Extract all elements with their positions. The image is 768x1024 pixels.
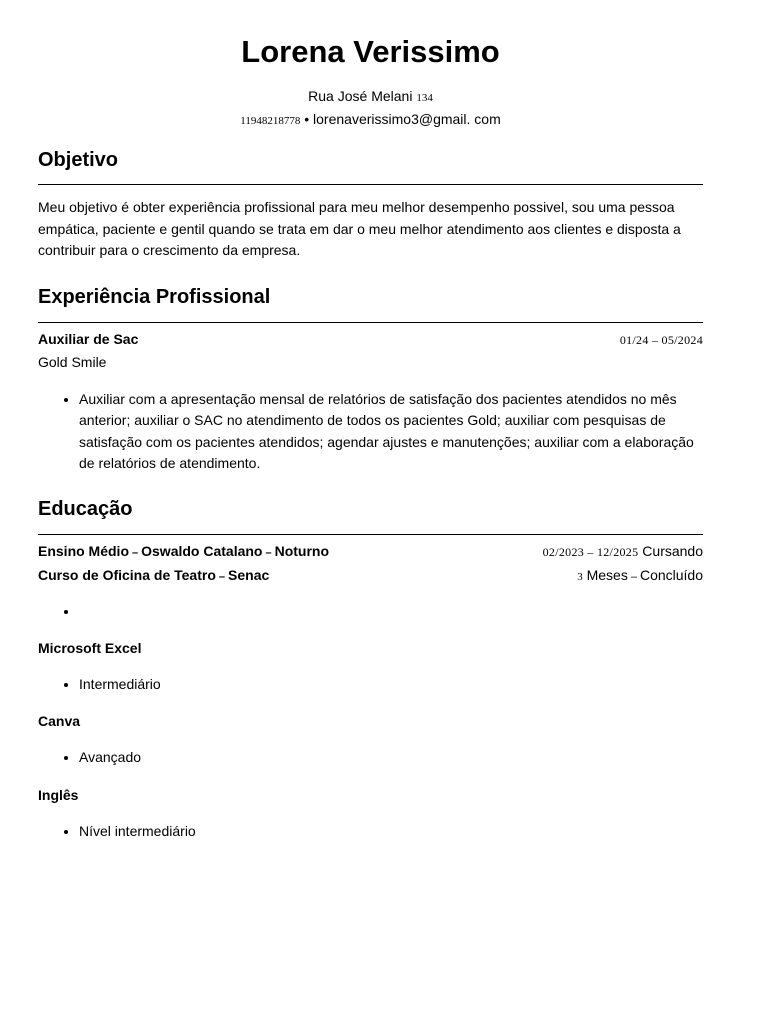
education-separator: – — [132, 546, 139, 559]
skill-item — [38, 710, 703, 769]
education-divider — [38, 534, 703, 535]
skill-level: • Intermediário — [79, 674, 703, 696]
objective-title: Objetivo — [38, 149, 119, 171]
skill-name-row — [38, 710, 703, 732]
skill-level-list — [38, 747, 703, 769]
skill-level: • Avançado — [79, 747, 703, 769]
empty-bullet-list — [38, 601, 703, 622]
education-duration-unit: Meses — [586, 566, 628, 583]
education-school: Senac — [228, 566, 270, 583]
education-item-meta — [577, 564, 703, 588]
education-school: Oswaldo Catalano — [141, 542, 263, 559]
experience-bullets — [38, 389, 703, 475]
skill-name: Canva — [38, 713, 81, 729]
contact-line — [38, 109, 703, 132]
education-item — [38, 564, 703, 588]
phone-number: 11948218778 — [240, 115, 301, 127]
objective-divider — [38, 184, 703, 185]
education-item-meta — [543, 540, 703, 563]
experience-header-row — [38, 328, 703, 351]
experience-divider — [38, 322, 703, 323]
experience-company: Gold Smile — [38, 353, 107, 370]
education-separator: – — [218, 570, 226, 583]
education-item-title — [38, 564, 269, 588]
education-course: Ensino Médio — [38, 542, 129, 559]
email-address: lorenaverissimo3@gmail. com — [313, 111, 501, 127]
education-separator: – — [630, 570, 637, 583]
skill-item — [38, 784, 703, 843]
skill-name-row — [38, 784, 703, 806]
education-status: Concluído — [639, 566, 703, 583]
experience-title: Experiência Profissional — [38, 285, 271, 308]
skill-name-row — [38, 637, 703, 659]
education-duration-number: 3 — [577, 570, 583, 583]
skill-name: Inglês — [38, 786, 79, 803]
skill-name: Microsoft Excel — [38, 639, 142, 656]
experience-dates: 01/24 – 05/2024 — [619, 332, 703, 347]
skill-level-list — [38, 674, 703, 696]
experience-company-row — [38, 351, 703, 373]
education-separator: – — [265, 546, 272, 559]
education-shift: Noturno — [274, 542, 330, 559]
education-title: Educação — [38, 497, 133, 520]
education-item-title — [38, 540, 329, 564]
address-number: 134 — [416, 92, 433, 104]
education-course: Curso de Oficina de Teatro — [38, 566, 216, 583]
education-item — [38, 540, 703, 564]
skill-level-list — [38, 821, 703, 843]
address-street: Rua José Melani — [308, 88, 413, 104]
skill-item — [38, 637, 703, 696]
resume-page — [38, 0, 703, 842]
objective-text: Meu objetivo é obter experiência profissional para meu melhor desempenho possivel, sou uma pessoa empática, paciente e gentil quando se trata em dar o meu melhor atendimento aos clientes e disposta a contribuir para o crescimento da empresa. — [38, 199, 681, 258]
empty-bullet — [79, 601, 703, 622]
experience-role: Auxiliar de Sac — [38, 330, 139, 347]
address-line — [38, 86, 703, 109]
resume-name: Lorena Verissimo — [241, 34, 500, 69]
experience-bullet: • Auxiliar com a apresentação mensal de relatórios de satisfação dos pacientes atendidos no mês anterior; auxiliar o SAC no atendimento de todos os pacientes Gold; auxiliar com pesquisas de satisfação com os pacientes atendidos; agendar ajustes e manutenções; auxiliar com a elaboração de relatórios de atendimento. — [79, 389, 703, 475]
experience-item — [38, 328, 703, 475]
education-status: Cursando — [642, 542, 703, 559]
education-dates: 02/2023 – 12/2025 — [542, 544, 639, 559]
contact-separator: • — [304, 111, 310, 127]
skill-level: • Nível intermediário — [79, 821, 703, 843]
